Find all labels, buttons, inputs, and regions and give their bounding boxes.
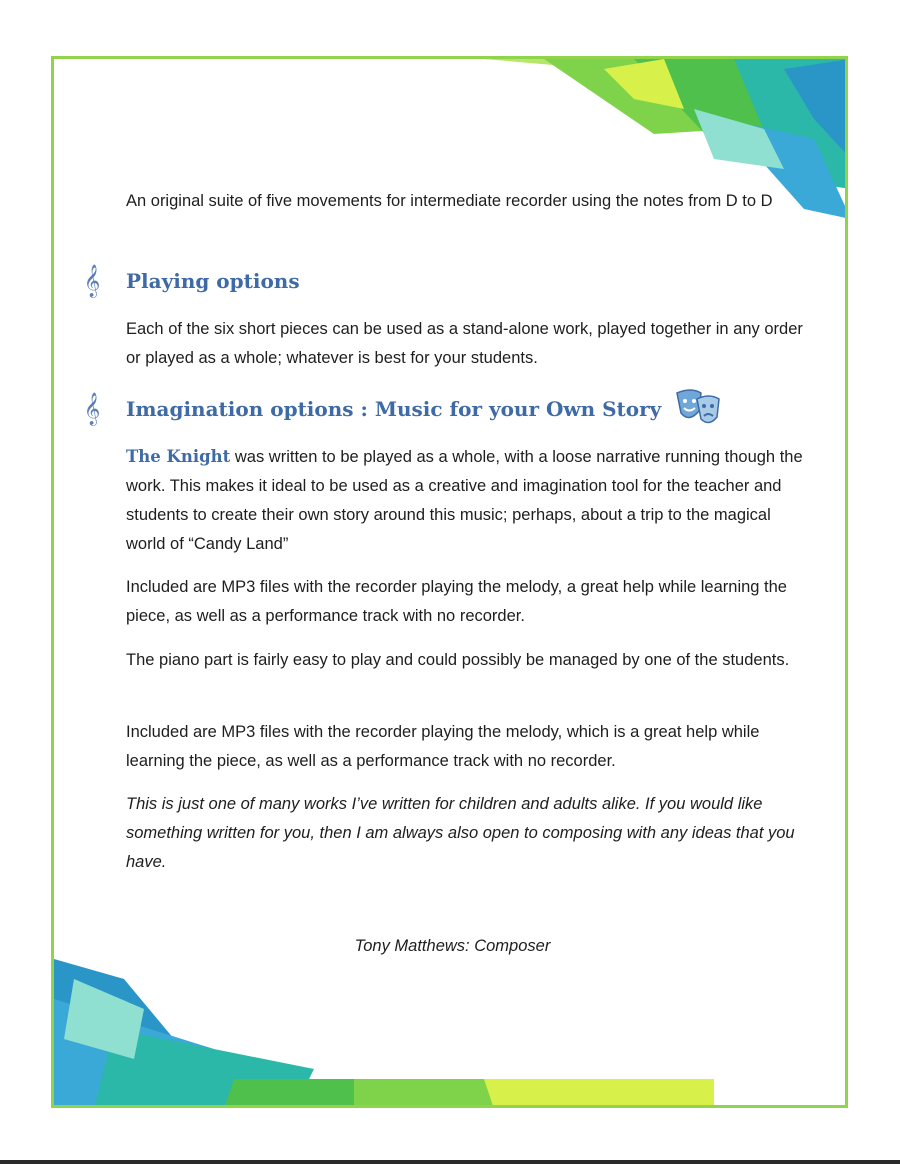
- treble-clef-icon: 𝄞: [83, 392, 101, 425]
- heading-playing-options: Playing options: [126, 269, 300, 293]
- imagination-text: [126, 442, 806, 559]
- imagination-body: was written to be played as a whole, with a loose narrative running though the work. This makes it ideal to be used as a creative and imagination tool for the teacher and students to create their own story around this music; perhaps, about a trip to the magical world of “Candy Land”: [126, 448, 803, 553]
- playing-options-text: Each of the six short pieces can be used as a stand-alone work, played together in any order or played as a whole; whatever is best for your students.: [126, 320, 803, 367]
- paragraph-mp3: Included are MP3 files with the recorder playing the melody, a great help while learning the piece, as well as a performance track with no recorder.: [126, 578, 787, 625]
- intro-text: An original suite of five movements for intermediate recorder using the notes from D to D: [126, 192, 773, 210]
- paragraph-mp3-second: Included are MP3 files with the recorder playing the melody, which is a great help while learning the piece, as well as a performance track with no recorder.: [126, 723, 760, 770]
- page-bottom-edge: [0, 1160, 900, 1164]
- closing-text: This is just one of many works I’ve written for children and adults alike. If you would like something written for you, then I am always also open to composing with any ideas that you have.: [126, 795, 795, 871]
- page-frame: [51, 56, 848, 1108]
- heading-imagination-options: Imagination options : Music for your Own Story: [126, 397, 662, 421]
- section-imagination-options: [78, 389, 723, 429]
- paragraph-piano: The piano part is fairly easy to play and could possibly be managed by one of the students.: [126, 651, 790, 669]
- document-content: [54, 59, 848, 1108]
- piece-title: The Knight: [126, 447, 231, 466]
- treble-clef-icon: 𝄞: [83, 264, 101, 297]
- theater-masks-icon: [673, 389, 723, 429]
- signature: Tony Matthews: Composer: [354, 937, 551, 955]
- section-playing-options: [78, 264, 300, 297]
